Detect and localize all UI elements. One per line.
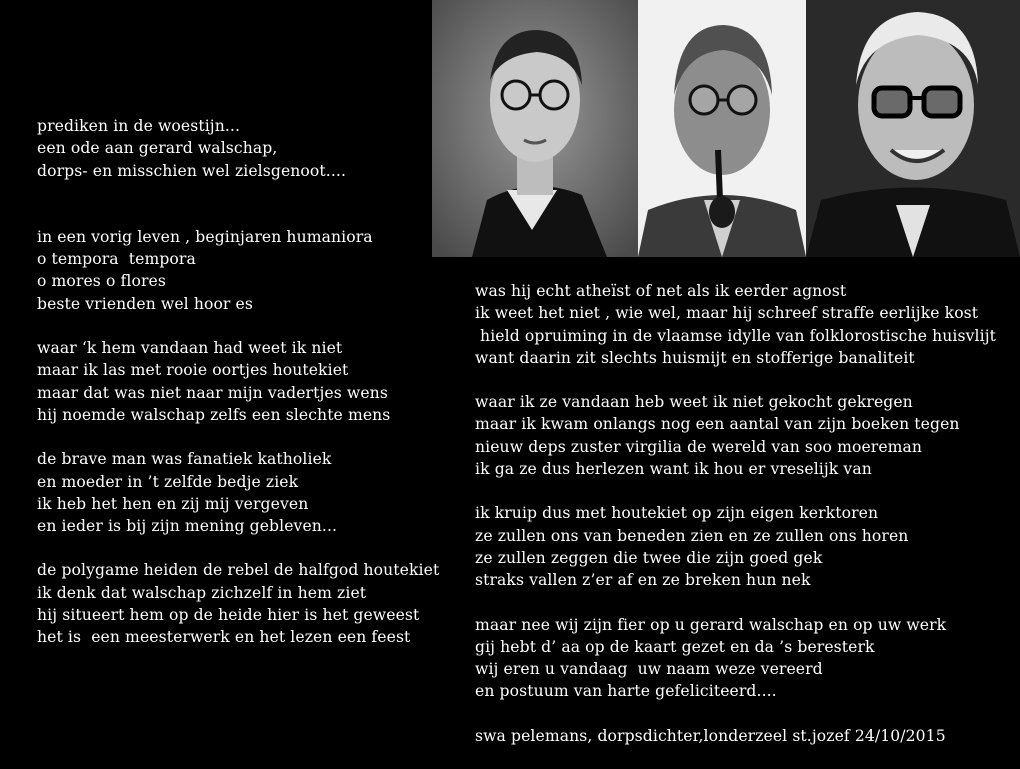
poem-line: ik kruip dus met houtekiet op zijn eigen kerktoren — [475, 504, 879, 523]
poem-line: de polygame heiden de rebel de halfgod houtekiet — [37, 561, 440, 580]
stanza — [475, 502, 1015, 591]
poem-line: maar dat was niet naar mijn vadertjes wens — [37, 383, 388, 402]
poem-line: hield opruiming in de vlaamse idylle van folklorostische huisvlijt — [475, 326, 997, 345]
poem-line: en postuum van harte gefeliciteerd.... — [475, 682, 777, 701]
stanza — [37, 226, 457, 315]
stanza — [475, 391, 1015, 480]
poem-line: o mores o flores — [37, 272, 166, 291]
stanza — [475, 614, 1015, 703]
stanza — [37, 559, 457, 648]
stanza — [37, 448, 457, 537]
poem-left-column — [37, 115, 457, 671]
poem-line: dorps- en misschien wel zielsgenoot.... — [37, 161, 346, 180]
portrait-old-man-glasses-smiling-icon — [806, 0, 1020, 257]
poem-line: maar ik las met rooie oortjes houtekiet — [37, 361, 349, 380]
stanza — [37, 337, 457, 426]
poem-right-column — [475, 280, 1015, 769]
poem-line: en ieder is bij zijn mening gebleven... — [37, 517, 338, 536]
poem-line: de brave man was fanatiek katholiek — [37, 450, 332, 469]
poem-line: in een vorig leven , beginjaren humaniora — [37, 227, 373, 246]
poem-line: maar ik kwam onlangs nog een aantal van zijn boeken tegen — [475, 415, 960, 434]
poem-line: want daarin zit slechts huismijt en stofferige banaliteit — [475, 348, 915, 367]
poem-line: gij hebt d’ aa op de kaart gezet en da ’s beresterk — [475, 637, 875, 656]
portrait-man-glasses-pipe-icon — [638, 0, 806, 257]
poem-line: waar ‘k hem vandaan had weet ik niet — [37, 339, 343, 358]
poem-line: ze zullen zeggen die twee die zijn goed gek — [475, 548, 823, 567]
portrait-young-man-round-glasses-icon — [432, 0, 638, 257]
poem-line: hij noemde walschap zelfs een slechte mens — [37, 405, 391, 424]
poem-line: o tempora tempora — [37, 250, 196, 269]
portrait-photo-old — [806, 0, 1020, 257]
stanza — [37, 115, 457, 182]
stanza — [475, 725, 1015, 747]
poem-line: straks vallen z’er af en ze breken hun nek — [475, 571, 811, 590]
poem-line: nieuw deps zuster virgilia de wereld van soo moereman — [475, 437, 923, 456]
poem-line: een ode aan gerard walschap, — [37, 139, 278, 158]
poem-line: waar ik ze vandaan heb weet ik niet gekocht gekregen — [475, 393, 913, 412]
poem-line: wij eren u vandaag uw naam weze vereerd — [475, 660, 823, 679]
portrait-photo-pipe — [638, 0, 806, 257]
poem-line: swa pelemans, dorpsdichter,londerzeel st.jozef 24/10/2015 — [475, 726, 946, 745]
poem-line: ik heb het hen en zij mij vergeven — [37, 494, 309, 513]
poem-line: prediken in de woestijn... — [37, 117, 241, 135]
portrait-photo-young — [432, 0, 638, 257]
poem-line: ik denk dat walschap zichzelf in hem ziet — [37, 583, 367, 602]
poem-line: hij situeert hem op de heide hier is het geweest — [37, 606, 420, 625]
stanza — [475, 280, 1015, 369]
poem-line: het is een meesterwerk en het lezen een feest — [37, 628, 411, 647]
poem-line: ik ga ze dus herlezen want ik hou er vreselijk van — [475, 460, 872, 479]
poem-line: maar nee wij zijn fier op u gerard walschap en op uw werk — [475, 615, 947, 634]
poem-line: ze zullen ons van beneden zien en ze zullen ons horen — [475, 526, 909, 545]
poem-line: en moeder in ’t zelfde bedje ziek — [37, 472, 299, 491]
poem-line: was hij echt atheïst of net als ik eerder agnost — [475, 282, 847, 300]
poem-line: ik weet het niet , wie wel, maar hij schreef straffe eerlijke kost — [475, 304, 979, 323]
poem-line: beste vrienden wel hoor es — [37, 294, 253, 313]
